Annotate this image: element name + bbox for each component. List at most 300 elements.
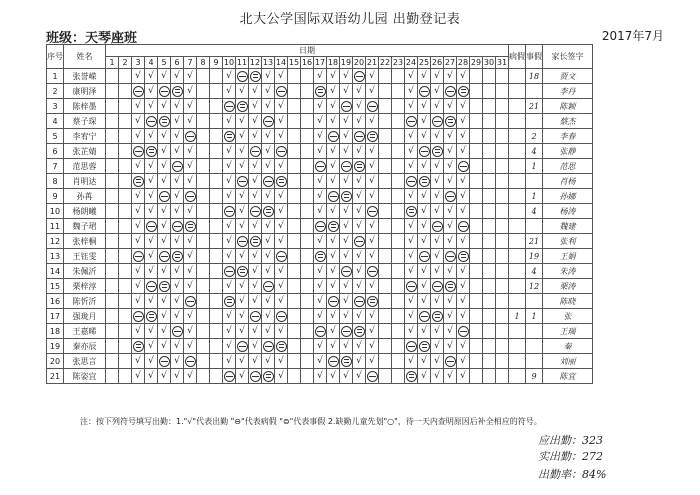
day-cell <box>353 324 366 339</box>
day-cell <box>288 279 301 294</box>
leave-mark-icon <box>432 146 443 157</box>
present-mark-icon: √ <box>460 116 466 126</box>
student-row <box>47 129 593 144</box>
day-cell <box>184 294 197 309</box>
day-cell <box>470 234 483 249</box>
day-cell <box>457 219 470 234</box>
student-row <box>47 204 593 219</box>
present-mark-icon: √ <box>460 311 466 321</box>
day-cell <box>197 339 210 354</box>
present-mark-icon: √ <box>447 266 453 276</box>
day-cell <box>457 99 470 114</box>
day-cell <box>184 324 197 339</box>
day-cell <box>210 369 223 384</box>
present-mark-icon: √ <box>265 296 271 306</box>
day-cell <box>327 264 340 279</box>
sick-mark-icon <box>432 116 443 127</box>
day-cell <box>158 369 171 384</box>
day-cell <box>470 369 483 384</box>
day-cell <box>392 114 405 129</box>
present-mark-icon: √ <box>460 296 466 306</box>
day-cell <box>366 144 379 159</box>
present-mark-icon: √ <box>369 191 375 201</box>
day-cell <box>353 174 366 189</box>
day-cell <box>171 144 184 159</box>
sick-mark-icon <box>367 266 378 277</box>
day-cell <box>301 249 314 264</box>
day-header: 10 <box>223 58 235 67</box>
day-cell <box>249 294 262 309</box>
day-cell <box>210 354 223 369</box>
day-cell <box>184 189 197 204</box>
present-mark-icon: √ <box>174 311 180 321</box>
day-cell <box>106 99 119 114</box>
present-mark-icon: √ <box>330 86 336 96</box>
sick-mark-icon <box>224 101 235 112</box>
day-cell <box>431 159 444 174</box>
day-cell <box>301 114 314 129</box>
present-mark-icon: √ <box>187 116 193 126</box>
present-mark-icon: √ <box>278 296 284 306</box>
present-mark-icon: √ <box>174 371 180 381</box>
sick-count-cell <box>509 339 526 354</box>
leave-mark-icon <box>172 86 183 97</box>
day-cell <box>119 99 132 114</box>
day-cell <box>119 219 132 234</box>
sick-mark-icon <box>315 221 326 232</box>
day-cell <box>145 294 158 309</box>
day-cell <box>483 264 496 279</box>
day-cell <box>496 294 509 309</box>
day-cell <box>379 354 392 369</box>
day-cell <box>340 219 353 234</box>
parent-signature-cell: 王娟 <box>543 249 593 264</box>
sick-mark-icon <box>445 251 456 262</box>
parent-signature-cell: 魏建 <box>543 219 593 234</box>
present-mark-icon: √ <box>239 206 245 216</box>
day-cell <box>275 354 288 369</box>
present-mark-icon: √ <box>447 161 453 171</box>
day-cell <box>431 129 444 144</box>
day-cell <box>197 249 210 264</box>
day-cell <box>353 249 366 264</box>
day-cell <box>496 279 509 294</box>
present-mark-icon: √ <box>187 251 193 261</box>
day-cell <box>288 159 301 174</box>
leave-mark-icon <box>224 296 235 307</box>
sick-count-cell <box>509 234 526 249</box>
present-mark-icon: √ <box>330 281 336 291</box>
day-cell <box>405 339 418 354</box>
present-mark-icon: √ <box>135 371 141 381</box>
day-cell <box>470 159 483 174</box>
present-mark-icon: √ <box>460 371 466 381</box>
present-mark-icon: √ <box>161 311 167 321</box>
present-mark-icon: √ <box>265 266 271 276</box>
present-mark-icon: √ <box>148 206 154 216</box>
present-mark-icon: √ <box>356 251 362 261</box>
day-cell <box>132 219 145 234</box>
present-mark-icon: √ <box>174 356 180 366</box>
day-cell <box>353 354 366 369</box>
day-cell <box>249 84 262 99</box>
day-cell <box>275 114 288 129</box>
present-mark-icon: √ <box>421 206 427 216</box>
day-cell <box>470 129 483 144</box>
day-cell <box>340 129 353 144</box>
day-cell <box>288 129 301 144</box>
present-mark-icon: √ <box>330 326 336 336</box>
present-mark-icon: √ <box>447 371 453 381</box>
present-mark-icon: √ <box>265 101 271 111</box>
present-mark-icon: √ <box>252 176 258 186</box>
day-cell <box>171 324 184 339</box>
day-cell <box>496 174 509 189</box>
sick-count-cell <box>509 114 526 129</box>
day-cell <box>171 99 184 114</box>
present-mark-icon: √ <box>161 296 167 306</box>
sick-count-cell <box>509 369 526 384</box>
day-cell <box>184 159 197 174</box>
present-mark-icon: √ <box>408 101 414 111</box>
day-cell <box>327 369 340 384</box>
day-cell <box>197 189 210 204</box>
present-mark-icon: √ <box>317 296 323 306</box>
day-cell <box>210 339 223 354</box>
day-cell <box>158 174 171 189</box>
day-cell <box>301 234 314 249</box>
day-cell <box>379 309 392 324</box>
day-cell <box>379 324 392 339</box>
parent-header: 家长签字 <box>543 45 593 69</box>
present-mark-icon: √ <box>278 161 284 171</box>
day-cell <box>171 369 184 384</box>
present-mark-icon: √ <box>343 236 349 246</box>
present-mark-icon: √ <box>148 296 154 306</box>
day-cell <box>262 279 275 294</box>
day-cell <box>470 99 483 114</box>
day-cell <box>184 369 197 384</box>
day-cell <box>171 204 184 219</box>
day-cell <box>184 69 197 84</box>
day-cell <box>457 279 470 294</box>
day-cell <box>249 204 262 219</box>
day-cell <box>418 189 431 204</box>
day-cell <box>470 354 483 369</box>
day-cell <box>275 174 288 189</box>
day-cell <box>405 99 418 114</box>
day-cell <box>275 324 288 339</box>
seq-cell: 12 <box>47 234 64 249</box>
day-cell <box>132 294 145 309</box>
day-header: 8 <box>197 57 210 69</box>
day-cell <box>262 234 275 249</box>
day-header: 28 <box>457 58 469 67</box>
present-mark-icon: √ <box>161 326 167 336</box>
parent-signature-cell: 李春 <box>543 129 593 144</box>
day-cell <box>379 339 392 354</box>
leave-count-cell: 2 <box>526 129 543 144</box>
sick-mark-icon <box>458 161 469 172</box>
present-mark-icon: √ <box>317 176 323 186</box>
present-mark-icon: √ <box>408 221 414 231</box>
day-cell <box>275 234 288 249</box>
day-cell <box>327 234 340 249</box>
sick-mark-icon <box>315 326 326 337</box>
present-mark-icon: √ <box>148 101 154 111</box>
day-cell <box>288 234 301 249</box>
present-mark-icon: √ <box>356 266 362 276</box>
parent-signature-cell: 贾文 <box>543 69 593 84</box>
day-cell <box>314 324 327 339</box>
leave-mark-icon <box>172 251 183 262</box>
present-mark-icon: √ <box>278 266 284 276</box>
day-cell <box>444 279 457 294</box>
sick-mark-icon <box>406 176 417 187</box>
present-mark-icon: √ <box>187 311 193 321</box>
day-cell <box>145 144 158 159</box>
day-cell <box>132 159 145 174</box>
name-cell: 魏子珺 <box>64 219 106 234</box>
day-cell <box>275 219 288 234</box>
day-cell <box>314 279 327 294</box>
present-mark-icon: √ <box>421 116 427 126</box>
day-cell <box>145 309 158 324</box>
name-cell: 蔡子琛 <box>64 114 106 129</box>
day-cell <box>119 324 132 339</box>
present-mark-icon: √ <box>460 176 466 186</box>
day-cell <box>288 339 301 354</box>
day-header: 31 <box>496 58 508 67</box>
day-cell <box>392 189 405 204</box>
day-cell <box>379 294 392 309</box>
day-cell <box>288 114 301 129</box>
day-cell <box>197 219 210 234</box>
present-mark-icon: √ <box>226 146 232 156</box>
day-cell <box>496 324 509 339</box>
name-cell: 张梓桐 <box>64 234 106 249</box>
day-cell <box>327 99 340 114</box>
sick-mark-icon <box>185 356 196 367</box>
day-cell <box>379 174 392 189</box>
day-cell <box>353 144 366 159</box>
day-cell <box>301 339 314 354</box>
day-cell <box>379 264 392 279</box>
day-cell <box>158 144 171 159</box>
sick-mark-icon <box>406 116 417 127</box>
student-row <box>47 189 593 204</box>
day-cell <box>483 294 496 309</box>
day-cell <box>444 264 457 279</box>
day-cell <box>470 309 483 324</box>
day-cell <box>171 159 184 174</box>
sick-mark-icon <box>263 176 274 187</box>
sick-mark-icon <box>328 191 339 202</box>
present-mark-icon: √ <box>239 356 245 366</box>
day-cell <box>184 234 197 249</box>
present-mark-icon: √ <box>343 296 349 306</box>
day-cell <box>132 279 145 294</box>
day-cell <box>379 279 392 294</box>
day-cell <box>483 129 496 144</box>
day-cell <box>184 204 197 219</box>
day-cell <box>106 69 119 84</box>
day-cell <box>483 69 496 84</box>
day-cell <box>275 369 288 384</box>
present-mark-icon: √ <box>135 101 141 111</box>
present-mark-icon: √ <box>265 311 271 321</box>
day-cell <box>119 159 132 174</box>
leave-count-cell <box>526 84 543 99</box>
leave-mark-icon <box>328 221 339 232</box>
day-cell <box>340 309 353 324</box>
day-cell <box>470 294 483 309</box>
present-mark-icon: √ <box>408 131 414 141</box>
seq-cell: 16 <box>47 294 64 309</box>
present-mark-icon: √ <box>317 266 323 276</box>
leave-count-cell <box>526 354 543 369</box>
day-cell <box>457 369 470 384</box>
day-header: 17 <box>314 58 326 67</box>
present-mark-icon: √ <box>421 281 427 291</box>
sick-mark-icon <box>237 236 248 247</box>
present-mark-icon: √ <box>369 281 375 291</box>
day-cell <box>262 99 275 114</box>
present-mark-icon: √ <box>421 266 427 276</box>
sick-mark-icon <box>133 146 144 157</box>
seq-cell: 2 <box>47 84 64 99</box>
day-cell <box>145 189 158 204</box>
day-cell <box>431 309 444 324</box>
present-mark-icon: √ <box>369 71 375 81</box>
sick-mark-icon <box>159 356 170 367</box>
student-row <box>47 144 593 159</box>
day-cell <box>353 129 366 144</box>
day-cell <box>314 249 327 264</box>
day-cell <box>249 264 262 279</box>
present-mark-icon: √ <box>252 266 258 276</box>
leave-header: 事假 <box>526 45 543 69</box>
seq-cell: 14 <box>47 264 64 279</box>
day-cell <box>392 324 405 339</box>
day-cell <box>145 234 158 249</box>
day-cell <box>275 189 288 204</box>
sick-mark-icon <box>445 356 456 367</box>
sick-mark-icon <box>354 131 365 142</box>
present-mark-icon: √ <box>265 356 271 366</box>
day-cell <box>314 174 327 189</box>
present-mark-icon: √ <box>135 116 141 126</box>
present-mark-icon: √ <box>135 191 141 201</box>
present-mark-icon: √ <box>252 131 258 141</box>
seq-cell: 17 <box>47 309 64 324</box>
day-cell <box>457 174 470 189</box>
day-cell <box>496 264 509 279</box>
present-mark-icon: √ <box>343 311 349 321</box>
parent-signature-cell: 张静 <box>543 144 593 159</box>
day-cell <box>314 369 327 384</box>
name-cell: 强珑月 <box>64 309 106 324</box>
day-cell <box>444 114 457 129</box>
day-cell <box>483 159 496 174</box>
day-cell <box>340 279 353 294</box>
day-cell <box>249 114 262 129</box>
day-cell <box>158 114 171 129</box>
present-mark-icon: √ <box>239 191 245 201</box>
day-cell <box>496 69 509 84</box>
present-mark-icon: √ <box>460 281 466 291</box>
present-mark-icon: √ <box>408 311 414 321</box>
day-cell <box>340 159 353 174</box>
leave-count-cell <box>526 174 543 189</box>
day-cell <box>496 249 509 264</box>
day-cell <box>210 144 223 159</box>
present-mark-icon: √ <box>421 236 427 246</box>
day-cell <box>197 309 210 324</box>
day-cell <box>483 174 496 189</box>
present-mark-icon: √ <box>174 341 180 351</box>
day-cell <box>249 324 262 339</box>
student-row <box>47 294 593 309</box>
day-cell <box>119 69 132 84</box>
present-mark-icon: √ <box>174 281 180 291</box>
day-cell <box>314 129 327 144</box>
sick-mark-icon <box>237 71 248 82</box>
day-cell <box>288 369 301 384</box>
day-cell <box>431 174 444 189</box>
present-mark-icon: √ <box>265 131 271 141</box>
present-mark-icon: √ <box>187 236 193 246</box>
day-cell <box>496 234 509 249</box>
day-cell <box>457 69 470 84</box>
name-cell: 康明泽 <box>64 84 106 99</box>
parent-signature-cell: 陈晓 <box>543 294 593 309</box>
day-cell <box>366 159 379 174</box>
day-cell <box>119 204 132 219</box>
student-row <box>47 309 593 324</box>
day-cell <box>405 264 418 279</box>
day-cell <box>392 234 405 249</box>
present-mark-icon: √ <box>226 86 232 96</box>
present-mark-icon: √ <box>161 101 167 111</box>
name-cell: 陈姿宜 <box>64 369 106 384</box>
day-cell <box>171 354 184 369</box>
day-cell <box>262 204 275 219</box>
day-cell <box>314 159 327 174</box>
day-cell <box>379 234 392 249</box>
day-cell <box>132 129 145 144</box>
day-cell <box>223 114 236 129</box>
day-cell <box>444 84 457 99</box>
day-cell <box>249 309 262 324</box>
day-cell <box>457 114 470 129</box>
leave-mark-icon <box>263 371 274 382</box>
student-row <box>47 174 593 189</box>
day-cell <box>158 249 171 264</box>
present-mark-icon: √ <box>356 191 362 201</box>
day-cell <box>106 324 119 339</box>
present-mark-icon: √ <box>408 71 414 81</box>
present-mark-icon: √ <box>239 326 245 336</box>
present-mark-icon: √ <box>330 101 336 111</box>
day-header: 24 <box>405 58 417 67</box>
sick-mark-icon <box>172 161 183 172</box>
day-cell <box>483 219 496 234</box>
day-cell <box>197 324 210 339</box>
day-cell <box>106 339 119 354</box>
day-cell <box>158 84 171 99</box>
present-mark-icon: √ <box>252 341 258 351</box>
